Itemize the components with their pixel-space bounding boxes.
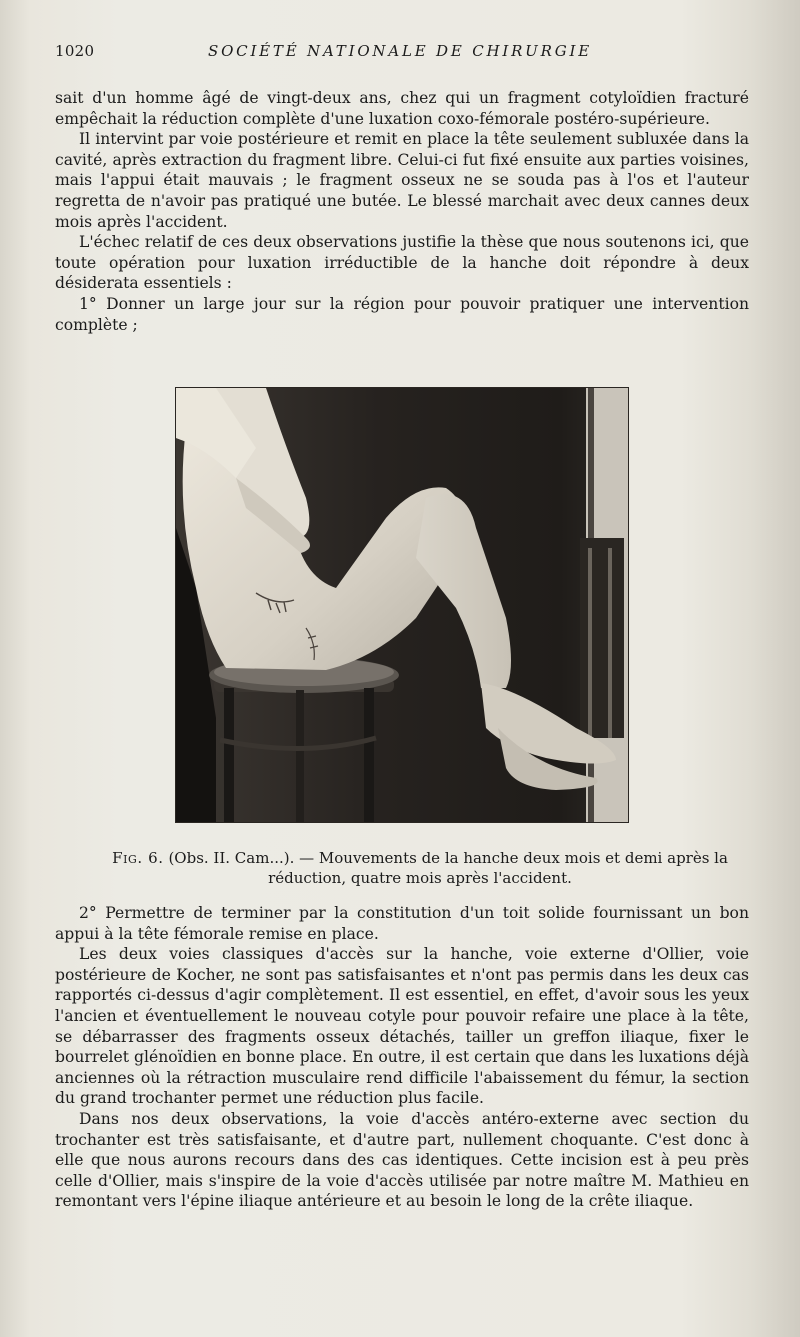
paragraph: L'échec relatif de ces deux observations justifie la thèse que nous soutenons ici, que toute opération pour luxation irréductible de la hanche doit répondre à deux désiderata essentiels : bbox=[55, 233, 749, 293]
paragraph: Dans nos deux observations, la voie d'accès antéro-externe avec section du trochanter est très satisfaisante, et d'autre part, nullement choquante. C'est donc à elle que nous aurons recours dans des cas identiques. Cette incision est à peu près celle d'Ollier, mais s'inspire de la voie d'accès utilisée par notre maître M. Mathieu en remontant vers l'épine iliaque antérieure et au besoin le long de la crête iliaque. bbox=[55, 1109, 749, 1211]
figure-photograph bbox=[176, 388, 628, 822]
page-header bbox=[55, 42, 750, 66]
paragraph: sait d'un homme âgé de vingt-deux ans, chez qui un fragment cotyloïdien fracturé empêchait la réduction complète d'une luxation coxo-fémorale postéro-supérieure. bbox=[55, 89, 749, 128]
text-after-figure bbox=[55, 903, 749, 1212]
page-number: 1020 bbox=[55, 42, 95, 60]
figure-label: Fig. 6. bbox=[112, 849, 164, 867]
paragraph: 2° Permettre de terminer par la constitution d'un toit solide fournissant un bon appui à la tête fémorale remise en place. bbox=[55, 904, 749, 943]
text-before-figure bbox=[55, 88, 749, 335]
paragraph: Les deux voies classiques d'accès sur la hanche, voie externe d'Ollier, voie postérieure de Kocher, ne sont pas satisfaisantes et n'ont pas permis dans les deux cas rapportés ci-dessus d'agir complètement. Il est essentiel, en effet, d'avoir sous les yeux l'ancien et éventuellement le nouveau cotyle pour pouvoir refaire une place à la tête, se débarrasser des fragments osseux détachés, tailler un greffon iliaque, fixer le bourrelet glénoïdien en bonne place. En outre, il est certain que dans les luxations déjà anciennes où la rétraction musculaire rend difficile l'abaissement du fémur, la section du grand trochanter permet une réduction plus facile. bbox=[55, 945, 749, 1108]
photograph-seated-patient bbox=[176, 388, 628, 822]
running-title: SOCIÉTÉ NATIONALE DE CHIRURGIE bbox=[208, 42, 592, 60]
figure-caption-text: (Obs. II. Cam...). — Mouvements de la hanche deux mois et demi après la réduction, quatre mois après l'accident. bbox=[168, 849, 728, 887]
figure-caption bbox=[100, 848, 740, 888]
paragraph: 1° Donner un large jour sur la région pour pouvoir pratiquer une intervention complète ; bbox=[55, 294, 749, 334]
paragraph: Il intervint par voie postérieure et remit en place la tête seulement subluxée dans la cavité, après extraction du fragment libre. Celui-ci fut fixé ensuite aux parties voisines, mais l'appui était mauvais ; le fragment osseux ne se souda pas à l'os et l'auteur regretta de n'avoir pas pratiqué une butée. Le blessé marchait avec deux cannes deux mois après l'accident. bbox=[55, 130, 749, 231]
